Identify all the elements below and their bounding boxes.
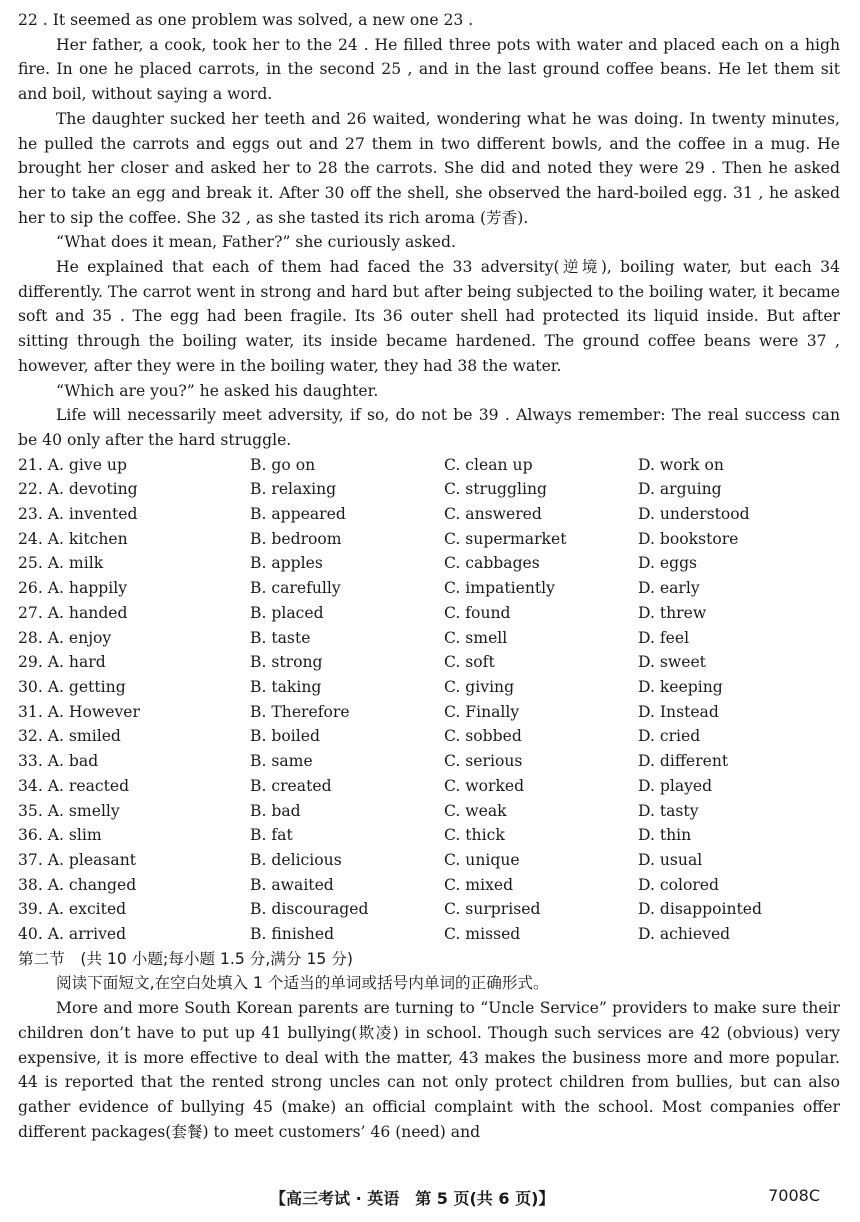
option-a: 23. A. invented (18, 505, 138, 524)
option-b: B. taking (250, 677, 322, 696)
option-a: 32. A. smiled (18, 727, 121, 746)
question-row (18, 700, 840, 725)
option-c: C. mixed (444, 875, 514, 894)
option-d: D. keeping (638, 677, 723, 696)
question-row (18, 724, 840, 749)
option-b: B. placed (250, 603, 324, 622)
cloze-paragraph-2: Her father, a cook, took her to the 24 . He filled three pots with water and placed each on a high fire. In one he placed carrots, in the second 25 , and in the last ground coffee beans. He let them sit and boil, without saying a word. (18, 35, 840, 104)
section-instruction: 阅读下面短文,在空白处填入 1 个适当的单词或括号内单词的正确形式。 (56, 974, 549, 993)
option-c: C. unique (444, 850, 520, 869)
option-b: B. bedroom (250, 529, 342, 548)
option-d: D. threw (638, 603, 707, 622)
option-b: B. go on (250, 455, 316, 474)
option-d: D. Instead (638, 702, 719, 721)
option-c: C. smell (444, 628, 508, 647)
cloze-paragraph-4: “What does it mean, Father?” she curiously asked. (56, 233, 456, 252)
option-a: 25. A. milk (18, 554, 104, 573)
question-row (18, 502, 840, 527)
option-a: 27. A. handed (18, 603, 128, 622)
option-c: C. missed (444, 925, 521, 944)
question-row (18, 922, 840, 947)
option-d: D. bookstore (638, 529, 739, 548)
option-b: B. bad (250, 801, 301, 820)
option-c: C. Finally (444, 702, 520, 721)
footer-title: 【高三考试 · 英语 第 5 页(共 6 页)】 (270, 1189, 555, 1208)
option-a: 37. A. pleasant (18, 850, 137, 869)
option-a: 31. A. However (18, 702, 140, 721)
question-row (18, 650, 840, 675)
cloze-paragraph-6: “Which are you?” he asked his daughter. (56, 381, 379, 400)
option-d: D. cried (638, 727, 701, 746)
option-b: B. carefully (250, 579, 341, 598)
question-row (18, 848, 840, 873)
option-d: D. understood (638, 505, 750, 524)
option-c: C. sobbed (444, 727, 522, 746)
option-d: D. sweet (638, 653, 706, 672)
option-d: D. colored (638, 875, 720, 894)
cloze-paragraph-3: The daughter sucked her teeth and 26 waited, wondering what he was doing. In twenty minutes, he pulled the carrots and eggs out and 27 them in two different bowls, and the coffee in a mug. He brought her closer and asked her to 28 the carrots. She did and noted they were 29 . Then he asked her to take an egg and break it. After 30 off the shell, she observed the hard-boiled egg. 31 , he asked her to sip the coffee. She 32 , as she tasted its rich aroma (芳香). (18, 109, 840, 227)
option-c: C. cabbages (444, 554, 540, 573)
option-c: C. thick (444, 826, 505, 845)
option-d: D. achieved (638, 925, 731, 944)
option-b: B. boiled (250, 727, 320, 746)
question-row (18, 626, 840, 651)
question-row (18, 873, 840, 898)
section-heading: 第二节 (共 10 小题;每小题 1.5 分,满分 15 分) (18, 949, 353, 968)
option-b: B. Therefore (250, 702, 350, 721)
option-a: 29. A. hard (18, 653, 106, 672)
question-row (18, 551, 840, 576)
option-a: 26. A. happily (18, 579, 128, 598)
option-a: 34. A. reacted (18, 776, 130, 795)
option-d: D. tasty (638, 801, 699, 820)
option-c: C. supermarket (444, 529, 567, 548)
option-b: B. fat (250, 826, 293, 845)
option-d: D. feel (638, 628, 690, 647)
option-a: 36. A. slim (18, 826, 102, 845)
question-row (18, 774, 840, 799)
option-d: D. different (638, 752, 729, 771)
option-c: C. soft (444, 653, 495, 672)
option-c: C. found (444, 603, 511, 622)
option-d: D. played (638, 776, 713, 795)
cloze-paragraph-7: Life will necessarily meet adversity, if so, do not be 39 . Always remember: The real success can be 40 only after the hard struggle. (18, 406, 840, 449)
option-d: D. arguing (638, 480, 722, 499)
option-a: 21. A. give up (18, 455, 127, 474)
option-c: C. weak (444, 801, 507, 820)
option-a: 40. A. arrived (18, 925, 127, 944)
question-row (18, 453, 840, 478)
option-b: B. created (250, 776, 332, 795)
section-passage: More and more South Korean parents are turning to “Uncle Service” providers to make sure their children don’t have to put up 41 bullying(欺凌) in school. Though such services are 42 (obvious) very expensive, it is more effective to deal with the matter, 43 makes the business more and more popular. 44 is reported that the rented strong uncles can not only protect children from bullies, but can also gather evidence of bullying 45 (make) an official complaint with the school. Most companies offer different packages(套餐) to meet customers’ 46 (need) and (18, 999, 840, 1141)
option-b: B. finished (250, 925, 335, 944)
option-a: 30. A. getting (18, 677, 126, 696)
option-b: B. delicious (250, 850, 342, 869)
option-c: C. serious (444, 752, 523, 771)
option-c: C. clean up (444, 455, 533, 474)
option-d: D. early (638, 579, 700, 598)
option-d: D. thin (638, 826, 692, 845)
page-footer (0, 1186, 860, 1212)
option-d: D. disappointed (638, 900, 762, 919)
option-d: D. eggs (638, 554, 698, 573)
question-options-list (18, 453, 840, 947)
option-a: 28. A. enjoy (18, 628, 112, 647)
option-b: B. strong (250, 653, 323, 672)
question-row (18, 675, 840, 700)
question-row (18, 799, 840, 824)
option-a: 38. A. changed (18, 875, 137, 894)
cloze-paragraph-1: 22 . It seemed as one problem was solved, a new one 23 . (18, 11, 474, 29)
option-b: B. same (250, 752, 313, 771)
option-a: 33. A. bad (18, 752, 99, 771)
option-c: C. struggling (444, 480, 548, 499)
option-c: C. impatiently (444, 579, 555, 598)
question-row (18, 527, 840, 552)
question-row (18, 576, 840, 601)
option-d: D. work on (638, 455, 724, 474)
option-a: 35. A. smelly (18, 801, 120, 820)
question-row (18, 601, 840, 626)
question-row (18, 477, 840, 502)
option-a: 22. A. devoting (18, 480, 138, 499)
option-b: B. apples (250, 554, 323, 573)
option-b: B. discouraged (250, 900, 369, 919)
question-row (18, 749, 840, 774)
cloze-paragraph-5: He explained that each of them had faced the 33 adversity(逆境), boiling water, but each 34 differently. The carrot went in strong and hard but after being subjected to the boiling water, it became soft and 35 . The egg had been fragile. Its 36 outer shell had protected its liquid inside. But after sitting through the boiling water, its inside became hardened. The ground coffee beans were 37 , however, after they were in the boiling water, they had 38 the water. (18, 258, 840, 375)
question-row (18, 823, 840, 848)
footer-code: 7008C (768, 1186, 820, 1205)
option-c: C. surprised (444, 900, 541, 919)
option-c: C. giving (444, 677, 515, 696)
option-b: B. relaxing (250, 480, 337, 499)
option-b: B. awaited (250, 875, 334, 894)
option-a: 24. A. kitchen (18, 529, 128, 548)
option-b: B. appeared (250, 505, 346, 524)
exam-page (18, 8, 840, 1144)
option-d: D. usual (638, 850, 703, 869)
option-c: C. answered (444, 505, 542, 524)
option-a: 39. A. excited (18, 900, 127, 919)
question-row (18, 897, 840, 922)
option-b: B. taste (250, 628, 311, 647)
option-c: C. worked (444, 776, 525, 795)
